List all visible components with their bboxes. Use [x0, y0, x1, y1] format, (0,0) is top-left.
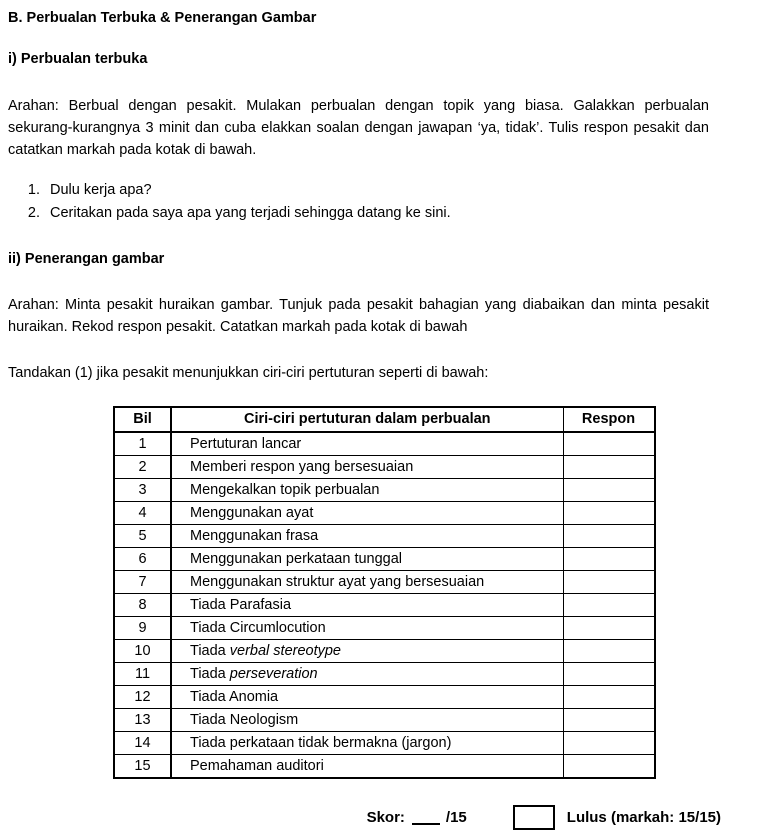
table-row	[114, 617, 655, 640]
cell-ciri	[171, 479, 563, 502]
list-item: 1. Dulu kerja apa?	[44, 179, 739, 201]
cell-respon[interactable]	[563, 617, 655, 640]
score-total-label: /15	[445, 809, 467, 827]
cell-ciri-term: verbal stereotype	[229, 643, 341, 660]
table-row	[114, 479, 655, 502]
cell-bil: 4	[114, 502, 171, 525]
column-header-respon: Respon	[563, 407, 655, 432]
cell-ciri	[171, 640, 563, 663]
cell-ciri-text: Tiada Parafasia	[190, 597, 292, 614]
cell-respon[interactable]	[563, 432, 655, 456]
subsection-i-heading: i) Perbualan terbuka	[8, 51, 148, 68]
lulus-checkbox[interactable]	[513, 805, 555, 830]
cell-bil: 14	[114, 732, 171, 755]
subsection-ii-heading: ii) Penerangan gambar	[8, 250, 165, 267]
cell-ciri	[171, 732, 563, 755]
cell-bil: 15	[114, 755, 171, 779]
cell-ciri	[171, 525, 563, 548]
table-header	[114, 407, 655, 432]
speech-features-table	[113, 406, 656, 779]
section-heading: B. Perbualan Terbuka & Penerangan Gambar	[8, 10, 317, 26]
cell-ciri	[171, 571, 563, 594]
table-row	[114, 732, 655, 755]
column-header-ciri: Ciri-ciri pertuturan dalam perbualan	[171, 407, 563, 432]
cell-ciri	[171, 709, 563, 732]
score-label: Skor:	[366, 809, 405, 827]
table-row	[114, 571, 655, 594]
cell-ciri-term: perseveration	[229, 666, 318, 683]
cell-ciri	[171, 548, 563, 571]
cell-ciri-text: Mengekalkan topik perbualan	[190, 482, 380, 499]
table-row	[114, 640, 655, 663]
table-header-row	[114, 407, 655, 432]
cell-ciri-text: Tiada Circumlocution	[190, 620, 326, 637]
cell-bil: 8	[114, 594, 171, 617]
cell-ciri-text: Tiada Neologism	[190, 712, 299, 729]
table-row	[114, 432, 655, 456]
table-row	[114, 755, 655, 779]
cell-respon[interactable]	[563, 456, 655, 479]
cell-ciri	[171, 594, 563, 617]
cell-ciri	[171, 617, 563, 640]
cell-ciri-text: Menggunakan ayat	[190, 505, 314, 522]
subsection-ii-instruction: Arahan: Minta pesakit huraikan gambar. Tunjuk pada pesakit bahagian yang diabaikan dan minta pesakit huraikan. Rekod respon pesakit. Catatkan markah pada kotak di bawah	[8, 297, 709, 336]
cell-bil: 1	[114, 432, 171, 456]
cell-ciri	[171, 755, 563, 779]
cell-respon[interactable]	[563, 594, 655, 617]
table-row	[114, 456, 655, 479]
cell-ciri	[171, 502, 563, 525]
cell-bil: 2	[114, 456, 171, 479]
cell-respon[interactable]	[563, 502, 655, 525]
subsection-i-instruction: Arahan: Berbual dengan pesakit. Mulakan perbualan dengan topik yang biasa. Galakkan perbualan sekurang-kurangnya 3 minit dan cuba elakkan soalan dengan jawapan ‘ya, tidak’. Tulis respon pesakit dan catatkan markah pada kotak di bawah.	[8, 97, 709, 158]
cell-respon[interactable]	[563, 732, 655, 755]
table-body	[114, 432, 655, 778]
cell-ciri-text: Tiada Anomia	[190, 689, 279, 706]
cell-ciri	[171, 663, 563, 686]
cell-respon[interactable]	[563, 755, 655, 779]
cell-bil: 12	[114, 686, 171, 709]
cell-respon[interactable]	[563, 663, 655, 686]
table-row	[114, 525, 655, 548]
cell-ciri-text: Menggunakan perkataan tunggal	[190, 551, 403, 568]
cell-ciri	[171, 432, 563, 456]
table-row	[114, 686, 655, 709]
cell-ciri	[171, 456, 563, 479]
table-row	[114, 663, 655, 686]
cell-respon[interactable]	[563, 571, 655, 594]
cell-ciri-text: Pemahaman auditori	[190, 758, 324, 775]
cell-ciri-text: Memberi respon yang bersesuaian	[190, 459, 414, 476]
cell-ciri-text: Menggunakan frasa	[190, 528, 319, 545]
cell-bil: 3	[114, 479, 171, 502]
cell-respon[interactable]	[563, 525, 655, 548]
score-input-blank[interactable]	[412, 810, 440, 825]
cell-respon[interactable]	[563, 709, 655, 732]
cell-ciri	[171, 686, 563, 709]
cell-respon[interactable]	[563, 686, 655, 709]
tandakan-note: Tandakan (1) jika pesakit menunjukkan ciri-ciri pertuturan seperti di bawah:	[8, 365, 489, 382]
cell-bil: 11	[114, 663, 171, 686]
cell-ciri-text: Pertuturan lancar	[190, 436, 302, 453]
cell-bil: 5	[114, 525, 171, 548]
table-row	[114, 502, 655, 525]
cell-ciri-text: Menggunakan struktur ayat yang bersesuaian	[190, 574, 485, 591]
column-header-bil: Bil	[114, 407, 171, 432]
cell-bil: 10	[114, 640, 171, 663]
open-conversation-question-list	[8, 179, 739, 225]
lulus-label: Lulus (markah: 15/15)	[566, 809, 721, 827]
cell-respon[interactable]	[563, 640, 655, 663]
table-row	[114, 709, 655, 732]
cell-bil: 7	[114, 571, 171, 594]
table-row	[114, 594, 655, 617]
cell-ciri-text: Tiada	[190, 666, 230, 683]
cell-respon[interactable]	[563, 479, 655, 502]
cell-bil: 9	[114, 617, 171, 640]
score-footer	[8, 805, 739, 830]
cell-ciri-text: Tiada perkataan tidak bermakna (jargon)	[190, 735, 452, 752]
cell-bil: 13	[114, 709, 171, 732]
list-item: 2. Ceritakan pada saya apa yang terjadi sehingga datang ke sini.	[44, 202, 739, 224]
speech-features-table-wrap	[8, 406, 739, 779]
cell-respon[interactable]	[563, 548, 655, 571]
cell-bil: 6	[114, 548, 171, 571]
cell-ciri-text: Tiada	[190, 643, 230, 660]
table-row	[114, 548, 655, 571]
